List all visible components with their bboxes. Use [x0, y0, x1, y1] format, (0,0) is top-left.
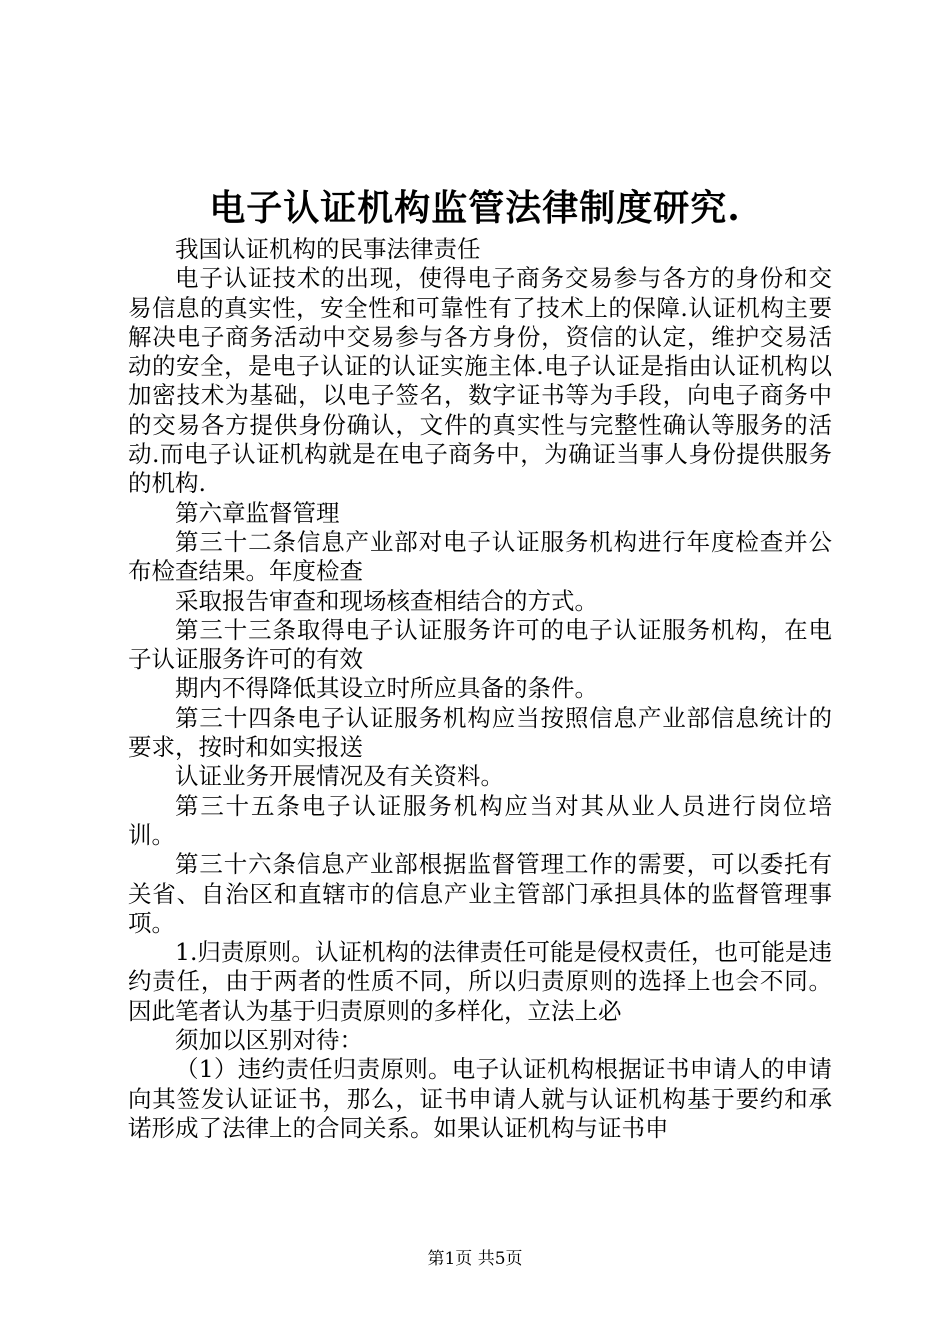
paragraph: 电子认证技术的出现，使得电子商务交易参与各方的身份和交易信息的真实性，安全性和可靠性有了技术上的保障.认证机构主要解决电子商务活动中交易参与各方身份，资信的认定，维护交易活动的安全，是电子认证的认证实施主体.电子认证是指由认证机构以加密技术为基础，以电子签名，数字证书等为手段，向电子商务中的交易各方提供身份确认，文件的真实性与完整性确认等服务的活动.而电子认证机构就是在电子商务中，为确证当事人身份提供服务的机构. — [128, 264, 832, 498]
paragraph: 须加以区别对待： — [175, 1026, 363, 1055]
page-footer: 第1页 共5页 — [427, 1249, 523, 1269]
paragraph: 采取报告审查和现场核查相结合的方式。 — [175, 586, 598, 615]
paragraph: 我国认证机构的民事法律责任 — [175, 235, 481, 263]
document-body — [128, 235, 832, 1143]
document-title: 电子认证机构监管法律制度研究. — [209, 187, 741, 229]
paragraph: 期内不得降低其设立时所应具备的条件。 — [175, 674, 598, 703]
paragraph: 1.归责原则。认证机构的法律责任可能是侵权责任，也可能是违约责任，由于两者的性质不同，所以归责原则的选择上也会不同。因此笔者认为基于归责原则的多样化，立法上必 — [128, 938, 832, 1025]
paragraph: 第三十四条电子认证服务机构应当按照信息产业部信息统计的要求，按时和如实报送 — [128, 703, 832, 762]
paragraph: 第三十二条信息产业部对电子认证服务机构进行年度检查并公布检查结果。年度检查 — [128, 527, 832, 586]
paragraph: 认证业务开展情况及有关资料。 — [175, 762, 504, 791]
paragraph: 第六章监督管理 — [175, 498, 340, 527]
paragraph: 第三十五条电子认证服务机构应当对其从业人员进行岗位培训。 — [128, 791, 832, 849]
paragraph: 第三十三条取得电子认证服务许可的电子认证服务机构，在电子认证服务许可的有效 — [128, 615, 832, 674]
paragraph: 第三十六条信息产业部根据监督管理工作的需要，可以委托有关省、自治区和直辖市的信息产业主管部门承担具体的监督管理事项。 — [128, 850, 832, 937]
paragraph: （1）违约责任归责原则。电子认证机构根据证书申请人的申请向其签发认证证书，那么，证书申请人就与认证机构基于要约和承诺形成了法律上的合同关系。如果认证机构与证书申 — [128, 1055, 832, 1142]
